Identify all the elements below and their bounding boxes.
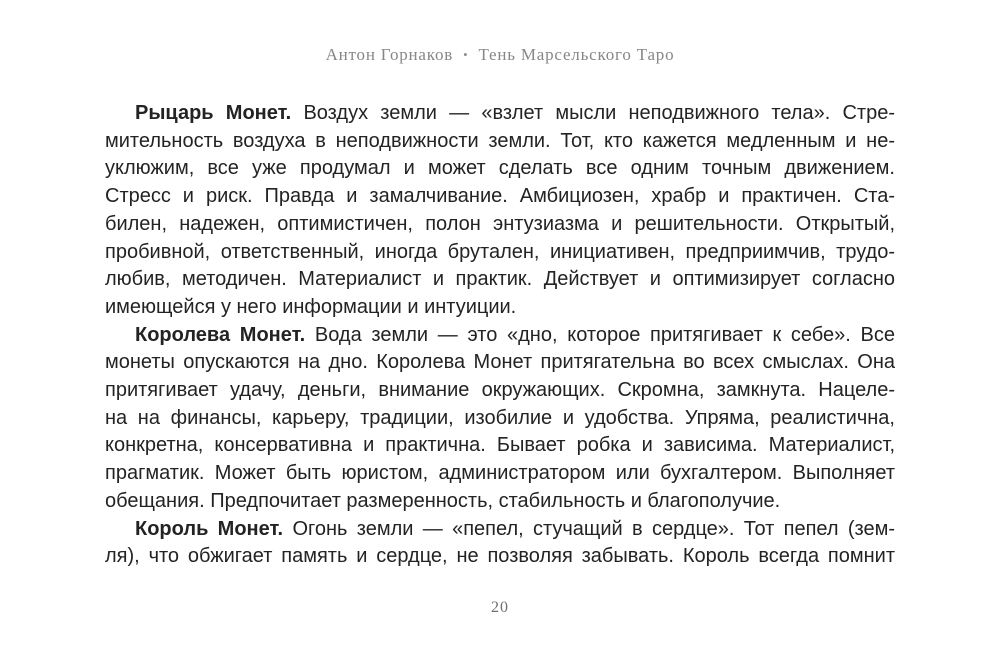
paragraph-king-of-coins [105, 516, 895, 571]
text-line: конкретна, консервативна и практична. Бывает робка и зависима. Материалист, [105, 434, 895, 457]
bullet-separator: • [463, 47, 469, 62]
running-head [0, 45, 1000, 64]
body-text-block [105, 100, 895, 571]
text-line [105, 322, 895, 350]
paragraph-knight-of-coins [105, 100, 895, 322]
text-line-content: Воздух земли — «взлет мысли неподвижного тела». Стре- [303, 102, 895, 124]
text-line [105, 516, 895, 544]
text-line: пробивной, ответственный, иногда брутален, инициативен, предприимчив, трудо- [105, 240, 895, 263]
text-line: монеты опускаются на дно. Королева Монет притягательна во всех смыслах. Она [105, 351, 895, 374]
text-line: любив, методичен. Материалист и практик. Действует и оптимизирует согласно [105, 268, 895, 291]
paragraph-queen-of-coins [105, 322, 895, 516]
text-line-content: Огонь земли — «пепел, стучащий в сердце». Тот пепел (зем- [292, 517, 896, 540]
text-line: обещания. Предпочитает размеренность, стабильность и благополучие. [105, 489, 781, 512]
text-line-content: Вода земли — это «дно, которое притягивает к себе». Все [314, 323, 895, 346]
page-number: 20 [491, 599, 509, 616]
text-line: Стресс и риск. Правда и замалчивание. Амбициозен, храбр и практичен. Ста- [105, 185, 895, 208]
running-head-book-title: Тень Марсельского Таро [478, 45, 675, 64]
paragraph-lead-label: Король Монет. [135, 517, 284, 540]
text-line: мительность воздуха в неподвижности земли. Тот, кто кажется медленным и не- [105, 129, 895, 152]
text-line: билен, надежен, оптимистичен, полон энтузиазма и решительности. Открытый, [105, 212, 895, 235]
text-line: уклюжим, все уже продумал и может сделать все одним точным движением. [105, 157, 895, 180]
running-head-author: Антон Горнаков [325, 45, 454, 64]
paragraph-lead-label: Рыцарь Монет. [135, 102, 292, 124]
text-line: имеющейся у него информации и интуиции. [105, 295, 517, 318]
text-line: на на финансы, карьеру, традиции, изобилие и удобства. Упряма, реалистична, [105, 406, 895, 429]
paragraph-lead-label: Королева Монет. [135, 323, 306, 346]
text-line [105, 100, 895, 128]
text-line: притягивает удачу, деньги, внимание окружающих. Скромна, замкнута. Нацеле- [105, 379, 895, 402]
text-line: ля), что обжигает память и сердце, не позволяя забывать. Король всегда помнит [105, 545, 895, 568]
text-line: прагматик. Может быть юристом, администратором или бухгалтером. Выполняет [105, 462, 895, 485]
